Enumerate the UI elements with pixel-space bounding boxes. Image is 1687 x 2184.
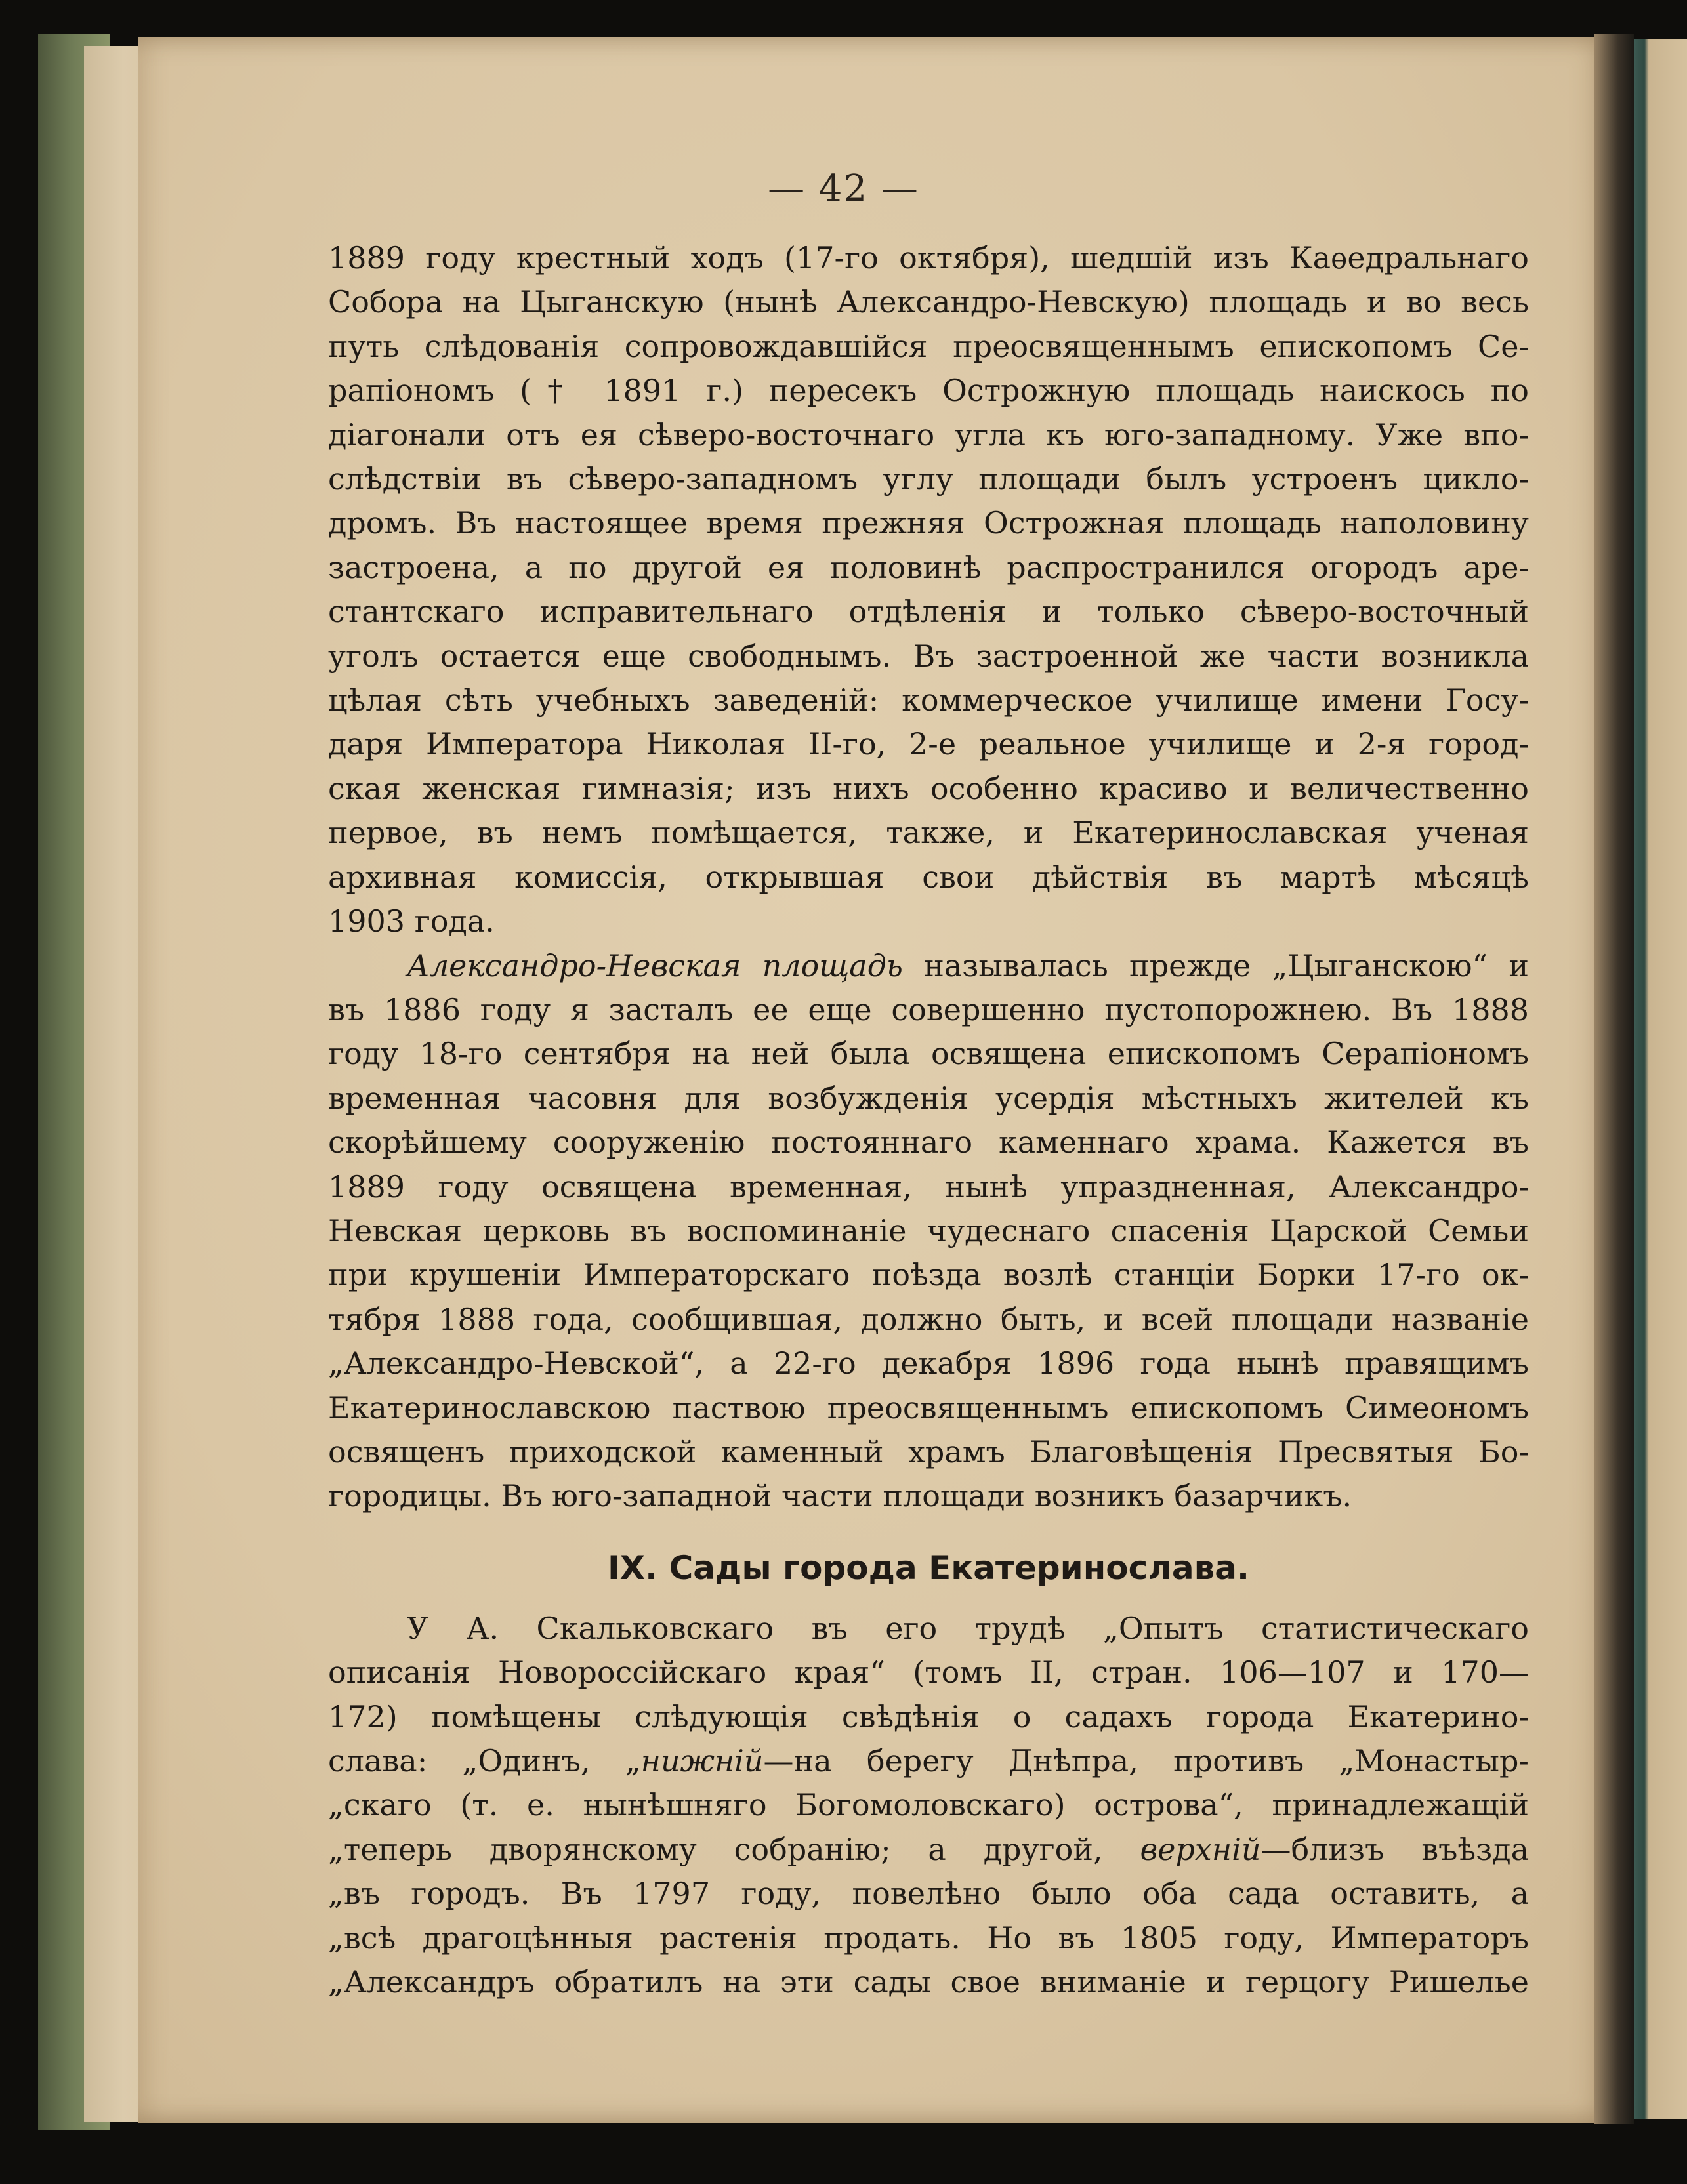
text-line: „скаго (т. е. нынѣшняго Богомоловскаго) острова“, принадлежащiй xyxy=(328,1787,1529,1823)
text-line: году 18-го сентября на ней была освящена епископомъ Серапiономъ xyxy=(328,1036,1529,1072)
text-line: дiагонали отъ ея сѣверо-восточнаго угла къ юго-западному. Уже впо- xyxy=(328,417,1529,453)
book-gutter-shadow xyxy=(1594,34,1634,2124)
page-number: — 42 — xyxy=(768,167,919,210)
text-line: дромъ. Въ настоящее время прежняя Острожная площадь наполовину xyxy=(328,505,1529,541)
text-line: „Александръ обратилъ на эти сады свое вниманiе и герцогу Ришелье xyxy=(328,1964,1529,2000)
text-line: освященъ приходской каменный храмъ Благовѣщенiя Пресвятыя Бо- xyxy=(328,1433,1529,1470)
text-line: слѣдствiи въ сѣверо-западномъ углу площади былъ устроенъ цикло- xyxy=(328,461,1529,497)
text-line: первое, въ немъ помѣщается, также, и Екатеринославская ученая xyxy=(328,815,1529,851)
text-line: при крушенiи Императорскаго поѣзда возлѣ станцiи Борки 17-го ок- xyxy=(328,1257,1529,1293)
text-line: „теперь дворянскому собранiю; а другой, верхнiй—близъ въѣзда xyxy=(328,1831,1529,1867)
text-line: 1903 года. xyxy=(328,903,495,939)
text-line: застроена, а по другой ея половинѣ распространился огородъ аре- xyxy=(328,549,1529,585)
text-line: 172) помѣщены слѣдующiя свѣдѣнiя о садахъ города Екатерино- xyxy=(328,1699,1529,1735)
text-line: 1889 году крестный ходъ (17-го октября), шедшiй изъ Каѳедральнаго xyxy=(328,240,1529,276)
paragraph-1 xyxy=(328,236,1529,944)
page-text xyxy=(328,236,1529,2004)
paragraph-2 xyxy=(328,944,1529,1519)
text-line: тября 1888 года, сообщившая, должно быть, и всей площади названiе xyxy=(328,1301,1529,1337)
paragraph-3 xyxy=(328,1607,1529,2005)
text-line: городицы. Въ юго-западной части площади возникъ базарчикъ. xyxy=(328,1478,1352,1514)
text-line: Невская церковь въ воспоминанiе чудеснаго спасенiя Царской Семьи xyxy=(328,1212,1529,1248)
text-line: „Александро-Невской“, а 22-го декабря 1896 года нынѣ правящимъ xyxy=(328,1346,1529,1382)
text-line: цѣлая сѣть учебныхъ заведенiй: коммерческое училище имени Госу- xyxy=(328,682,1529,718)
text-line: „въ городъ. Въ 1797 году, повелѣно было оба сада оставить, а xyxy=(328,1876,1529,1912)
text-line: описанiя Новороссiйскаго края“ (томъ II, стран. 106—107 и 170— xyxy=(328,1655,1529,1691)
text-line: У А. Скальковскаго въ его трудѣ „Опытъ статистическаго xyxy=(407,1610,1529,1646)
text-line-with-italic-lead: Александро-Невская площадь называлась прежде „Цыганскою“ и xyxy=(407,947,1529,983)
text-line: слава: „Одинъ, „нижнiй—на берегу Днѣпра, противъ „Монастыр- xyxy=(328,1743,1529,1779)
text-line: стантскаго исправительнаго отдѣленiя и только сѣверо-восточный xyxy=(328,594,1529,630)
text-line: въ 1886 году я засталъ ее еще совершенно пустопорожнею. Въ 1888 xyxy=(328,991,1529,1027)
text-line: скорѣйшему сооруженiю постояннаго каменнаго храма. Кажется въ xyxy=(328,1124,1529,1161)
text-line: архивная комиссiя, открывшая свои дѣйствiя въ мартѣ мѣсяцѣ xyxy=(328,859,1529,895)
text-line: Екатеринославскою паствою преосвященнымъ епископомъ Симеономъ xyxy=(328,1390,1529,1426)
text-line: путь слѣдованiя сопровождавшiйся преосвященнымъ епископомъ Се- xyxy=(328,328,1529,364)
text-line: рапiономъ († 1891 г.) пересекъ Острожную площадь наискось по xyxy=(328,373,1529,409)
text-line: „всѣ драгоцѣнныя растенiя продать. Но въ 1805 году, Императоръ xyxy=(328,1920,1529,1956)
text-line: Собора на Цыганскую (нынѣ Александро-Невскую) площадь и во весь xyxy=(328,284,1529,320)
text-line: уголъ остается еще свободнымъ. Въ застроенной же части возникла xyxy=(328,638,1529,674)
text-line: ская женская гимназiя; изъ нихъ особенно красиво и величественно xyxy=(328,770,1529,806)
section-heading: IX. Сады города Екатеринослава. xyxy=(608,1548,1249,1587)
text-line: временная часовня для возбужденiя усердiя мѣстныхъ жителей къ xyxy=(328,1080,1529,1116)
text-line: даря Императора Николая II-го, 2-е реальное училище и 2-я город- xyxy=(328,726,1529,762)
adjacent-page-edge xyxy=(1634,39,1687,2119)
text-line: 1889 году освящена временная, нынѣ упраздненная, Александро- xyxy=(328,1168,1529,1205)
